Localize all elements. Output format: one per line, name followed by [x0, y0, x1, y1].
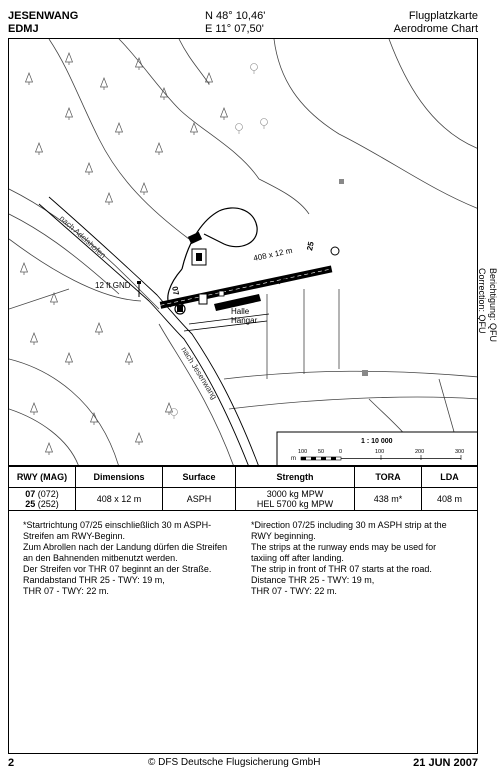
hangar-label-en: Hangar: [231, 316, 258, 325]
correction-note: [476, 268, 498, 342]
remark-line: *Startrichtung 07/25 einschließlich 30 m ASPH-: [23, 520, 212, 530]
scale-tick-3: 100: [375, 449, 385, 455]
runway-table-header: [9, 467, 478, 488]
scale-bar: [277, 432, 478, 466]
gnd-elevation-label: 12 ft GND: [95, 281, 131, 290]
road-label-north: nach Adelshofen: [57, 213, 108, 261]
cell-rwy: [9, 488, 76, 511]
page-number: 2: [8, 757, 15, 769]
remark-line: THR 07 - TWY: 22 m.: [23, 586, 109, 596]
col-strength: Strength: [236, 467, 355, 488]
scale-unit: m: [291, 456, 296, 462]
icao-code: EDMJ: [8, 23, 39, 35]
runway-table: [8, 466, 478, 511]
scale-tick-0: 100: [298, 449, 308, 455]
remark-line: Randabstand THR 25 - TWY: 19 m,: [23, 575, 165, 585]
rwy-25: 25: [25, 499, 36, 509]
scale-tick-1: 50: [318, 449, 325, 455]
cell-lda: 408 m: [422, 488, 478, 511]
rwy-07: 07: [25, 489, 36, 499]
latitude: N 48° 10,46': [205, 10, 266, 22]
col-dimensions: Dimensions: [76, 467, 163, 488]
map-drawing: [9, 39, 478, 466]
remarks-de: [23, 520, 233, 597]
copyright: © DFS Deutsche Flugsicherung GmbH: [148, 757, 321, 768]
remark-line: Der Streifen vor THR 07 beginnt an der Straße.: [23, 564, 212, 574]
remark-line: Zum Abrollen nach der Landung dürfen die Streifen: [23, 542, 228, 552]
runway-dimension-label: 408 x 12 m: [252, 245, 294, 263]
scale-tick-4: 200: [415, 449, 425, 455]
longitude: E 11° 07,50': [205, 23, 264, 35]
col-rwy: RWY (MAG): [9, 467, 76, 488]
col-surface: Surface: [163, 467, 236, 488]
remark-line: The strips at the runway ends may be used for: [251, 542, 437, 552]
remarks-en: [251, 520, 461, 597]
remark-line: The strip in front of THR 07 starts at the road.: [251, 564, 432, 574]
runway-number-25: 25: [305, 240, 316, 252]
strength-mpw: 3000 kg MPW: [266, 489, 324, 499]
scale-tick-2: 0: [339, 449, 343, 455]
remark-line: RWY beginning.: [251, 531, 316, 541]
cell-tora: 438 m*: [355, 488, 422, 511]
runway-number-07: 07: [170, 285, 181, 297]
remarks-box: [8, 510, 478, 754]
col-lda: LDA: [422, 467, 478, 488]
chart-title-en: Aerodrome Chart: [393, 23, 478, 35]
remark-line: Distance THR 25 - TWY: 19 m,: [251, 575, 375, 585]
chart-title-de: Flugplatzkarte: [408, 10, 478, 22]
table-row: [9, 488, 478, 511]
remark-line: an den Bahnenden mitbenutzt werden.: [23, 553, 178, 563]
road-label-south: nach Jesenwang: [179, 345, 219, 401]
remark-line: Streifen am RWY-Beginn.: [23, 531, 126, 541]
aerodrome-map: [8, 38, 478, 466]
hangar-label-de: Halle: [231, 307, 250, 316]
col-tora: TORA: [355, 467, 422, 488]
cell-strength: [236, 488, 355, 511]
effective-date: 21 JUN 2007: [413, 757, 478, 769]
remark-line: taxiing off after landing.: [251, 553, 344, 563]
airport-name: JESENWANG: [8, 10, 79, 22]
rwy-07-mag: (072): [37, 489, 59, 499]
scale-ratio: 1 : 10 000: [361, 438, 393, 445]
cell-dimensions: 408 x 12 m: [76, 488, 163, 511]
remark-line: THR 07 - TWY: 22 m.: [251, 586, 337, 596]
correction-note-en: Correction: QFU: [477, 268, 487, 334]
cell-surface: ASPH: [163, 488, 236, 511]
rwy-25-mag: (252): [37, 499, 59, 509]
strength-hel: HEL 5700 kg MPW: [256, 499, 334, 509]
scale-tick-5: 300: [455, 449, 465, 455]
correction-note-de: Berichtigung: QFU: [488, 268, 498, 343]
remark-line: *Direction 07/25 including 30 m ASPH strip at the: [251, 520, 447, 530]
